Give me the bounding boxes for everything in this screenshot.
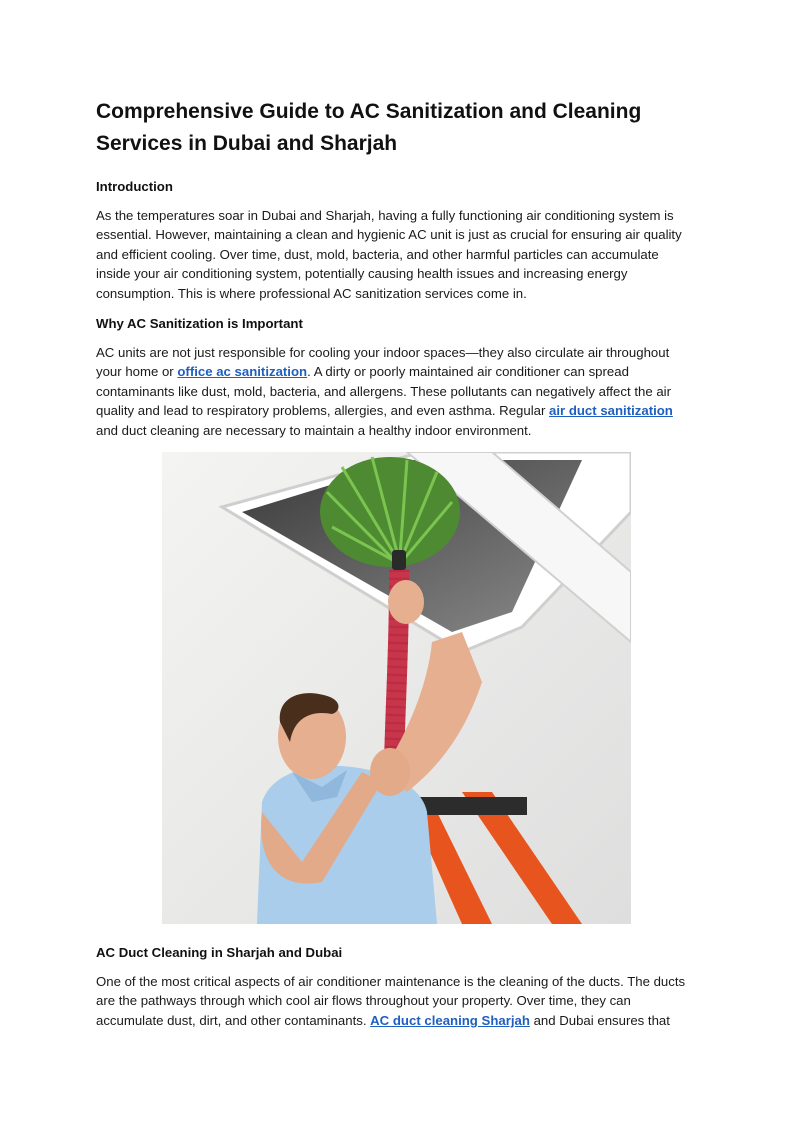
intro-heading: Introduction xyxy=(96,179,173,194)
duct-heading: AC Duct Cleaning in Sharjah and Dubai xyxy=(96,945,343,961)
page-title: Comprehensive Guide to AC Sanitization and Cleaning Services in Dubai and Sharjah xyxy=(96,100,642,155)
intro-paragraph: As the temperatures soar in Dubai and Sharjah, having a fully functioning air conditioning system is essential. However, maintaining a clean and hygienic AC unit is just as crucial for ensuring air quality and efficient cooling. Over time, dust, mold, bacteria, and other harmful particles can accumulate inside your air conditioning system, potentially causing health issues and increasing energy consumption. This is where professional AC sanitization services come in. xyxy=(96,208,682,301)
office-ac-sanitization-link[interactable]: office ac sanitization xyxy=(177,364,308,380)
why-text-2: . A dirty or poorly maintained air conditioner can spread contaminants like dust, mold, bacteria, and allergens. These pollutants can negatively affect the air quality and lead to respiratory problems, allergies, and even asthma. Regular xyxy=(96,364,671,419)
document-page xyxy=(96,96,696,1042)
duct-cleaning-illustration xyxy=(162,452,631,924)
ac-duct-cleaning-sharjah-link[interactable]: AC duct cleaning Sharjah xyxy=(370,1012,530,1028)
why-text-1: AC units are not just responsible for cooling your indoor spaces—they also circulate air throughout your home or xyxy=(96,345,670,380)
why-heading: Why AC Sanitization is Important xyxy=(96,316,303,332)
duct-cleaning-photo xyxy=(162,452,631,924)
why-paragraph xyxy=(96,343,696,440)
air-duct-sanitization-link[interactable]: air duct sanitization xyxy=(549,403,673,419)
why-text-3: and duct cleaning are necessary to maintain a healthy indoor environment. xyxy=(96,422,532,438)
duct-paragraph xyxy=(96,972,696,1030)
duct-text-1: One of the most critical aspects of air conditioner maintenance is the cleaning of the ducts. The ducts are the pathways through which cool air flows throughout your property. Over time, they can accumulate dust, dirt, and other contaminants. xyxy=(96,974,686,1028)
duct-text-2: and Dubai ensures that xyxy=(529,1012,670,1028)
